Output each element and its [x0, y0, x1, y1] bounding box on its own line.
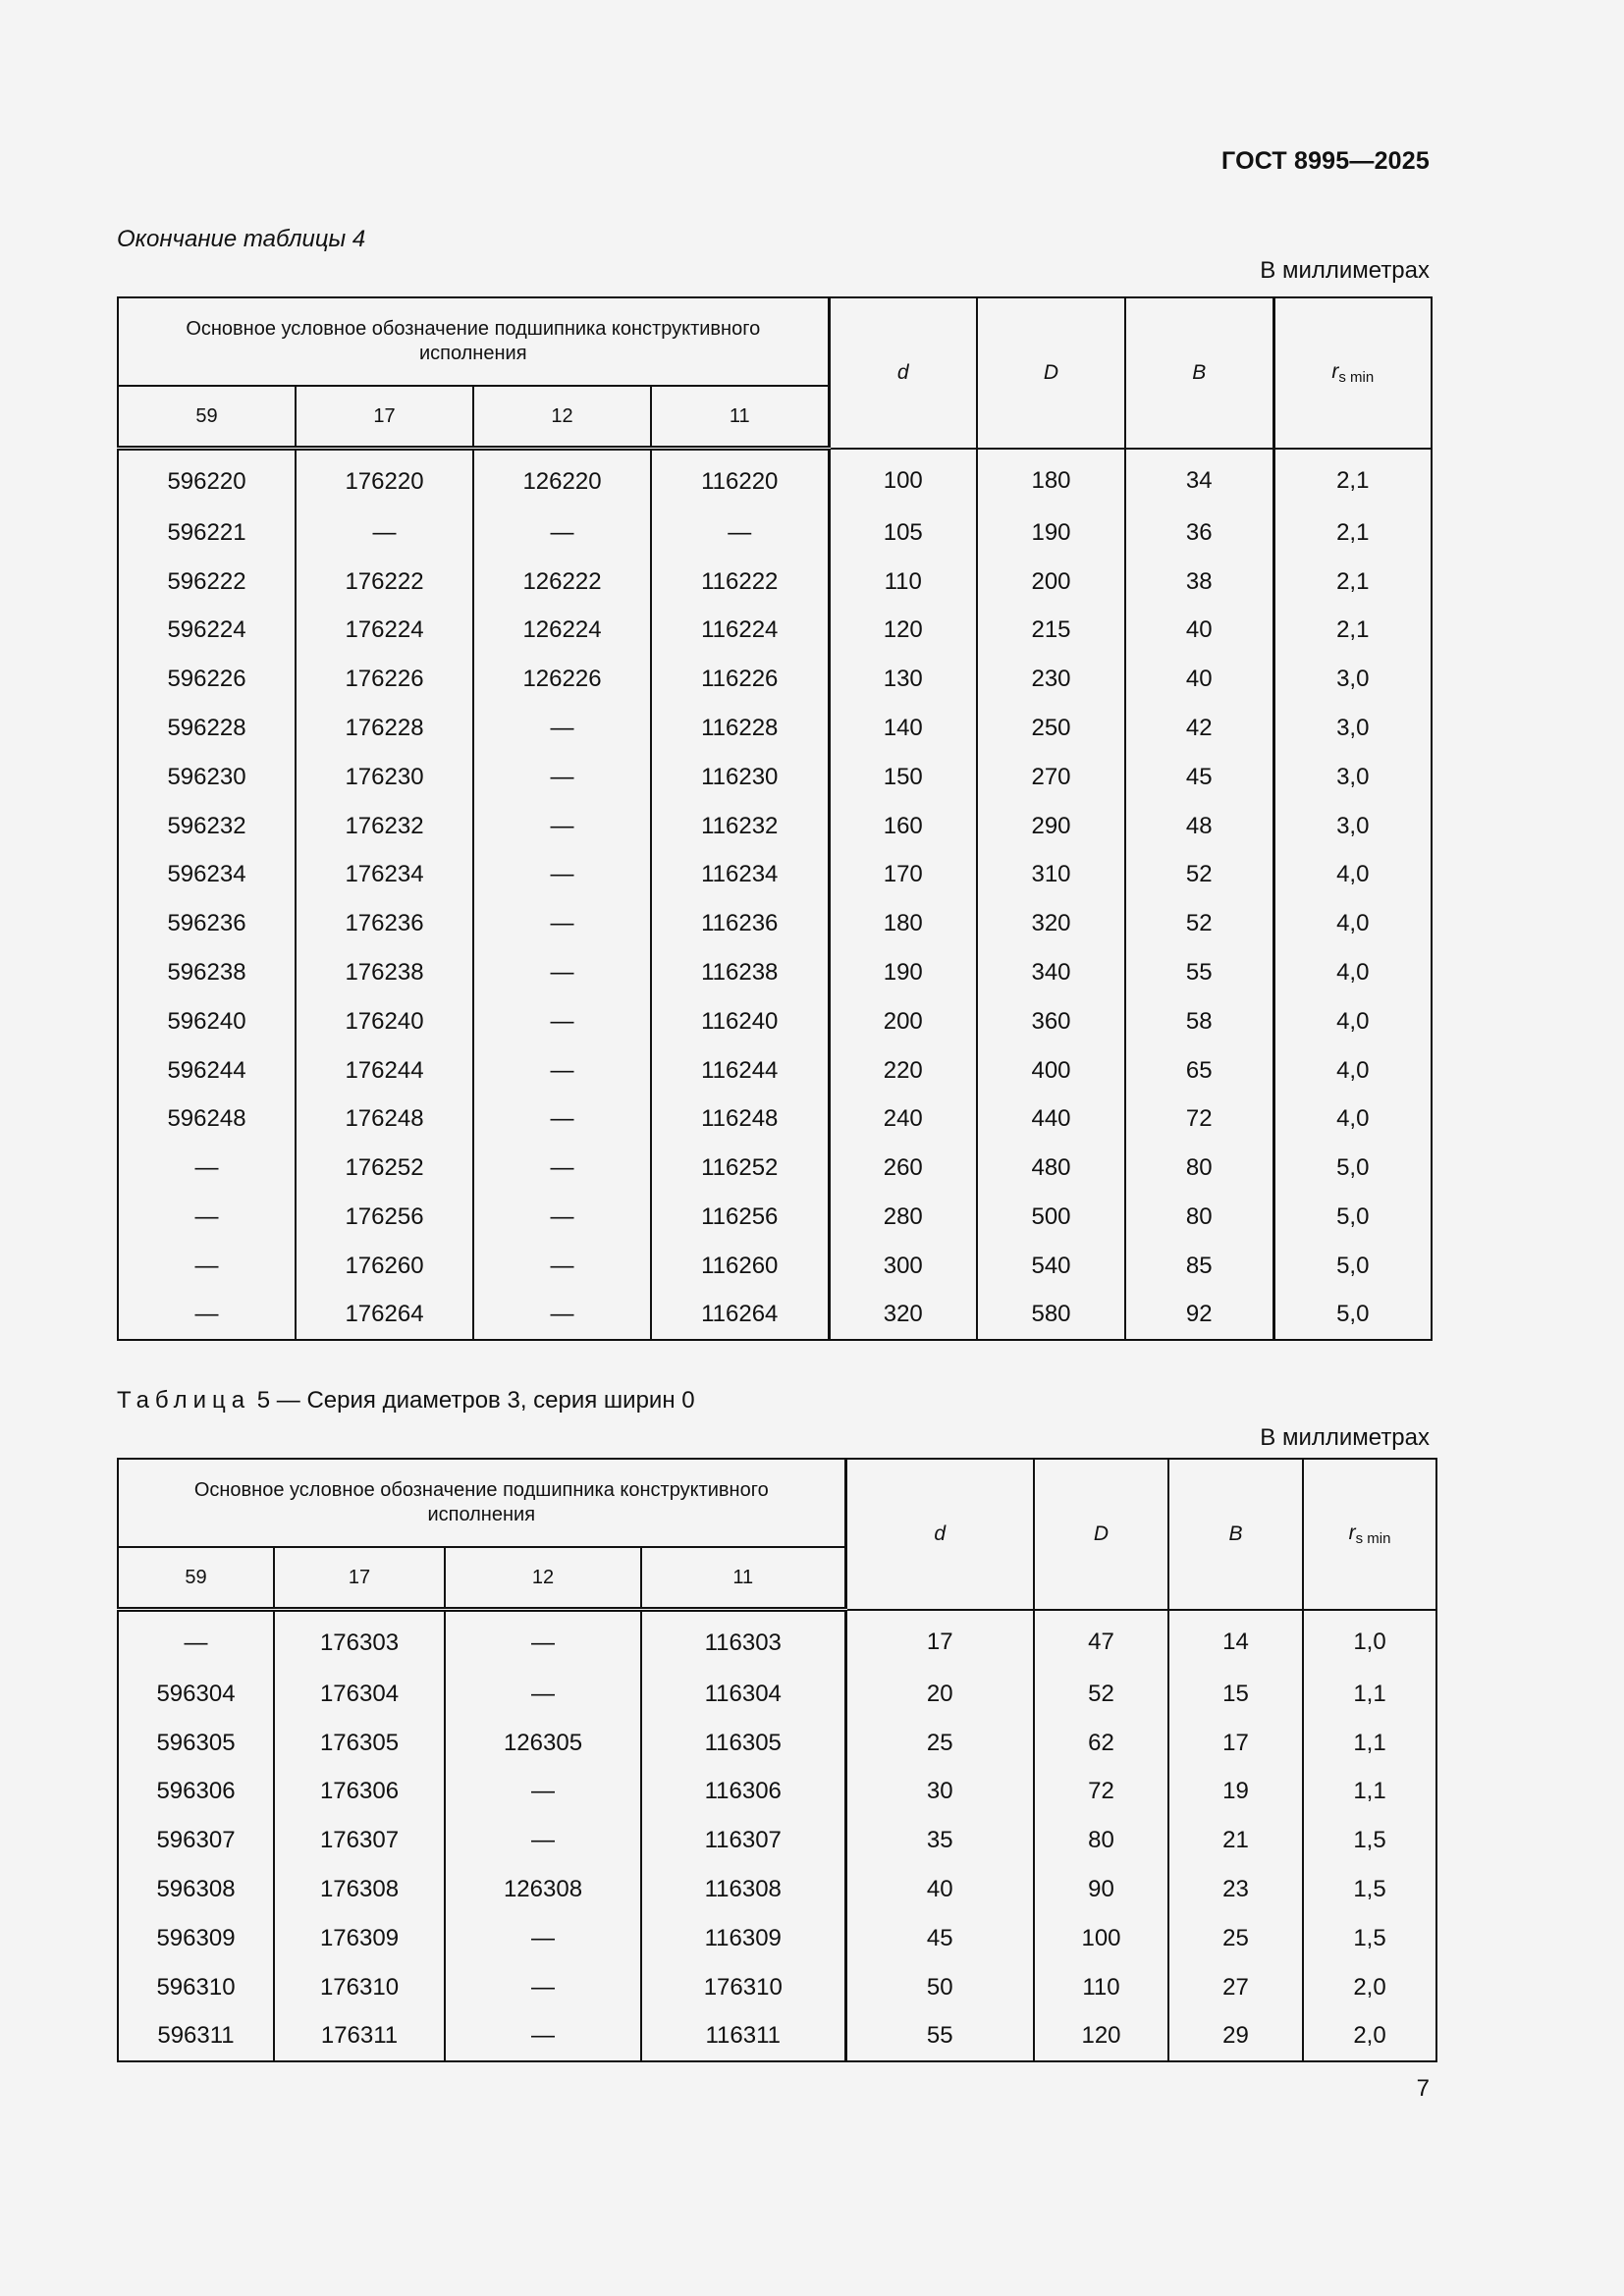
designation-11-cell: 116238 [651, 948, 829, 997]
table-row [118, 607, 1432, 656]
designation-11-cell: 116309 [641, 1914, 845, 1963]
designation-59-cell: 596220 [118, 449, 296, 509]
designation-59-cell: 596248 [118, 1095, 296, 1145]
table-row [118, 753, 1432, 802]
designation-17-cell: 176222 [296, 558, 473, 607]
designation-59-cell: 596308 [118, 1865, 274, 1914]
designation-12-cell: — [473, 1291, 651, 1340]
d-value-cell: 170 [829, 851, 977, 900]
B-value-cell: 65 [1125, 1046, 1273, 1095]
col-header-B: B [1125, 297, 1273, 449]
table-row [118, 948, 1432, 997]
r-s-min-value-cell: 5,0 [1273, 1193, 1432, 1242]
D-value-cell: 110 [1034, 1963, 1168, 2012]
table5-caption [117, 1387, 695, 1415]
r-s-min-value-cell: 1,1 [1303, 1768, 1436, 1817]
designation-12-cell: — [473, 508, 651, 558]
d-value-cell: 160 [829, 802, 977, 851]
r-s-min-value-cell: 4,0 [1273, 899, 1432, 948]
designation-12-cell: — [445, 1816, 641, 1865]
designation-17-cell: 176240 [296, 997, 473, 1046]
table-row [118, 449, 1432, 509]
designation-12-cell: — [445, 1963, 641, 2012]
D-value-cell: 200 [977, 558, 1125, 607]
col-header-B: B [1168, 1459, 1303, 1610]
D-value-cell: 310 [977, 851, 1125, 900]
B-value-cell: 38 [1125, 558, 1273, 607]
r-s-min-value-cell: 4,0 [1273, 851, 1432, 900]
group-header: Основное условное обозначение подшипника конструктивного исполнения [118, 1459, 845, 1547]
designation-17-cell: 176232 [296, 802, 473, 851]
designation-59-cell: 596244 [118, 1046, 296, 1095]
table-row [118, 2012, 1436, 2062]
table5-body [118, 1610, 1436, 2062]
designation-12-cell: — [473, 704, 651, 753]
sub-header-59: 59 [118, 1547, 274, 1610]
D-value-cell: 90 [1034, 1865, 1168, 1914]
designation-17-cell: 176309 [274, 1914, 445, 1963]
designation-59-cell: 596305 [118, 1719, 274, 1768]
B-value-cell: 72 [1125, 1095, 1273, 1145]
designation-59-cell: 596224 [118, 607, 296, 656]
r-s-min-value-cell: 4,0 [1273, 948, 1432, 997]
col-header-r-s-min [1303, 1459, 1436, 1610]
D-value-cell: 400 [977, 1046, 1125, 1095]
table-row [118, 1719, 1436, 1768]
table-row [118, 1768, 1436, 1817]
D-value-cell: 480 [977, 1144, 1125, 1193]
B-value-cell: 29 [1168, 2012, 1303, 2062]
r-s-min-value-cell: 5,0 [1273, 1242, 1432, 1291]
r-s-min-value-cell: 4,0 [1273, 1046, 1432, 1095]
designation-12-cell: — [445, 1768, 641, 1817]
designation-12-cell: 126224 [473, 607, 651, 656]
designation-59-cell: 596311 [118, 2012, 274, 2062]
d-value-cell: 300 [829, 1242, 977, 1291]
designation-12-cell: — [473, 899, 651, 948]
r-s-min-value-cell: 3,0 [1273, 753, 1432, 802]
table4-continuation-caption: Окончание таблицы 4 [117, 226, 366, 252]
d-value-cell: 17 [845, 1610, 1034, 1671]
designation-17-cell: 176308 [274, 1865, 445, 1914]
table-row [118, 802, 1432, 851]
B-value-cell: 80 [1125, 1193, 1273, 1242]
table-row [118, 1095, 1432, 1145]
designation-17-cell: 176220 [296, 449, 473, 509]
designation-12-cell: — [445, 2012, 641, 2062]
r-subscript: s min [1338, 368, 1375, 386]
r-s-min-value-cell: 2,1 [1273, 508, 1432, 558]
d-value-cell: 240 [829, 1095, 977, 1145]
table-row [118, 997, 1432, 1046]
D-value-cell: 500 [977, 1193, 1125, 1242]
designation-59-cell: 596238 [118, 948, 296, 997]
designation-17-cell: 176248 [296, 1095, 473, 1145]
designation-12-cell: — [473, 1193, 651, 1242]
B-value-cell: 19 [1168, 1768, 1303, 1817]
D-value-cell: 270 [977, 753, 1125, 802]
r-s-min-value-cell: 2,1 [1273, 607, 1432, 656]
B-value-cell: 58 [1125, 997, 1273, 1046]
D-value-cell: 80 [1034, 1816, 1168, 1865]
designation-59-cell: — [118, 1242, 296, 1291]
sub-header-12: 12 [473, 386, 651, 449]
sub-header-17: 17 [296, 386, 473, 449]
designation-59-cell: 596307 [118, 1816, 274, 1865]
D-value-cell: 180 [977, 449, 1125, 509]
designation-12-cell: — [445, 1610, 641, 1671]
designation-11-cell: 116232 [651, 802, 829, 851]
designation-17-cell: 176260 [296, 1242, 473, 1291]
D-value-cell: 360 [977, 997, 1125, 1046]
table-row [118, 1963, 1436, 2012]
r-s-min-value-cell: 1,5 [1303, 1914, 1436, 1963]
r-s-min-value-cell: 3,0 [1273, 802, 1432, 851]
designation-11-cell: 116260 [651, 1242, 829, 1291]
designation-11-cell: 116230 [651, 753, 829, 802]
table-row [118, 558, 1432, 607]
r-s-min-value-cell: 1,1 [1303, 1670, 1436, 1719]
D-value-cell: 72 [1034, 1768, 1168, 1817]
d-value-cell: 220 [829, 1046, 977, 1095]
designation-11-cell: 116252 [651, 1144, 829, 1193]
designation-12-cell: — [473, 1144, 651, 1193]
d-value-cell: 110 [829, 558, 977, 607]
d-value-cell: 120 [829, 607, 977, 656]
d-value-cell: 45 [845, 1914, 1034, 1963]
designation-11-cell: 116240 [651, 997, 829, 1046]
designation-12-cell: 126222 [473, 558, 651, 607]
table-row [118, 508, 1432, 558]
B-value-cell: 21 [1168, 1816, 1303, 1865]
D-value-cell: 120 [1034, 2012, 1168, 2062]
designation-17-cell: 176224 [296, 607, 473, 656]
D-value-cell: 440 [977, 1095, 1125, 1145]
designation-17-cell: 176303 [274, 1610, 445, 1671]
designation-17-cell: 176310 [274, 1963, 445, 2012]
designation-59-cell: — [118, 1193, 296, 1242]
designation-11-cell: 116311 [641, 2012, 845, 2062]
col-header-d: d [829, 297, 977, 449]
designation-59-cell: 596236 [118, 899, 296, 948]
designation-12-cell: — [473, 1095, 651, 1145]
designation-11-cell: 116256 [651, 1193, 829, 1242]
designation-11-cell: 116234 [651, 851, 829, 900]
designation-11-cell: 116248 [651, 1095, 829, 1145]
B-value-cell: 17 [1168, 1719, 1303, 1768]
col-header-d: d [845, 1459, 1034, 1610]
designation-17-cell: 176226 [296, 655, 473, 704]
designation-17-cell: 176236 [296, 899, 473, 948]
document-id: ГОСТ 8995—2025 [1221, 147, 1430, 175]
B-value-cell: 40 [1125, 607, 1273, 656]
col-header-D: D [1034, 1459, 1168, 1610]
B-value-cell: 36 [1125, 508, 1273, 558]
B-value-cell: 92 [1125, 1291, 1273, 1340]
designation-17-cell: 176305 [274, 1719, 445, 1768]
table-row [118, 1242, 1432, 1291]
table-row [118, 1865, 1436, 1914]
sub-header-11: 11 [651, 386, 829, 449]
d-value-cell: 320 [829, 1291, 977, 1340]
bearing-table-5 [117, 1458, 1437, 2062]
designation-59-cell: — [118, 1144, 296, 1193]
sub-header-12: 12 [445, 1547, 641, 1610]
r-s-min-value-cell: 1,5 [1303, 1865, 1436, 1914]
designation-17-cell: 176228 [296, 704, 473, 753]
designation-17-cell: — [296, 508, 473, 558]
table-row [118, 1610, 1436, 1671]
table-row [118, 899, 1432, 948]
designation-17-cell: 176311 [274, 2012, 445, 2062]
designation-17-cell: 176307 [274, 1816, 445, 1865]
designation-59-cell: 596309 [118, 1914, 274, 1963]
designation-12-cell: — [473, 997, 651, 1046]
table-row [118, 1914, 1436, 1963]
d-value-cell: 105 [829, 508, 977, 558]
designation-11-cell: 116308 [641, 1865, 845, 1914]
designation-17-cell: 176234 [296, 851, 473, 900]
designation-11-cell: 116264 [651, 1291, 829, 1340]
D-value-cell: 230 [977, 655, 1125, 704]
designation-59-cell: 596234 [118, 851, 296, 900]
r-subscript: s min [1355, 1529, 1391, 1547]
D-value-cell: 47 [1034, 1610, 1168, 1671]
B-value-cell: 40 [1125, 655, 1273, 704]
designation-11-cell: 116303 [641, 1610, 845, 1671]
B-value-cell: 25 [1168, 1914, 1303, 1963]
r-s-min-value-cell: 2,0 [1303, 2012, 1436, 2062]
designation-59-cell: 596228 [118, 704, 296, 753]
r-s-min-value-cell: 3,0 [1273, 704, 1432, 753]
designation-17-cell: 176306 [274, 1768, 445, 1817]
d-value-cell: 190 [829, 948, 977, 997]
designation-17-cell: 176264 [296, 1291, 473, 1340]
designation-59-cell: 596304 [118, 1670, 274, 1719]
designation-59-cell: 596306 [118, 1768, 274, 1817]
B-value-cell: 14 [1168, 1610, 1303, 1671]
D-value-cell: 340 [977, 948, 1125, 997]
B-value-cell: 34 [1125, 449, 1273, 509]
table-row [118, 655, 1432, 704]
designation-59-cell: 596310 [118, 1963, 274, 2012]
group-header: Основное условное обозначение подшипника конструктивного исполнения [118, 297, 829, 386]
d-value-cell: 140 [829, 704, 977, 753]
d-value-cell: 150 [829, 753, 977, 802]
designation-59-cell: — [118, 1610, 274, 1671]
designation-12-cell: 126220 [473, 449, 651, 509]
D-value-cell: 215 [977, 607, 1125, 656]
d-value-cell: 50 [845, 1963, 1034, 2012]
bearing-table-4 [117, 296, 1433, 1341]
designation-11-cell: 116222 [651, 558, 829, 607]
r-s-min-value-cell: 5,0 [1273, 1144, 1432, 1193]
designation-11-cell: 116220 [651, 449, 829, 509]
B-value-cell: 15 [1168, 1670, 1303, 1719]
B-value-cell: 23 [1168, 1865, 1303, 1914]
designation-12-cell: — [473, 802, 651, 851]
d-value-cell: 40 [845, 1865, 1034, 1914]
designation-11-cell: 116244 [651, 1046, 829, 1095]
designation-11-cell: 116304 [641, 1670, 845, 1719]
table-row [118, 851, 1432, 900]
table5-caption-label: Таблица [117, 1387, 251, 1414]
designation-12-cell: — [445, 1914, 641, 1963]
r-symbol: r [1348, 1521, 1356, 1544]
designation-17-cell: 176238 [296, 948, 473, 997]
designation-12-cell: — [473, 1242, 651, 1291]
designation-11-cell: 176310 [641, 1963, 845, 2012]
B-value-cell: 85 [1125, 1242, 1273, 1291]
sub-header-11: 11 [641, 1547, 845, 1610]
d-value-cell: 260 [829, 1144, 977, 1193]
page-number: 7 [1416, 2075, 1430, 2102]
designation-59-cell: 596221 [118, 508, 296, 558]
B-value-cell: 48 [1125, 802, 1273, 851]
designation-12-cell: — [445, 1670, 641, 1719]
designation-11-cell: 116226 [651, 655, 829, 704]
B-value-cell: 45 [1125, 753, 1273, 802]
r-s-min-value-cell: 2,1 [1273, 449, 1432, 509]
designation-11-cell: 116305 [641, 1719, 845, 1768]
designation-59-cell: 596232 [118, 802, 296, 851]
designation-11-cell: — [651, 508, 829, 558]
designation-11-cell: 116306 [641, 1768, 845, 1817]
d-value-cell: 100 [829, 449, 977, 509]
designation-11-cell: 116307 [641, 1816, 845, 1865]
D-value-cell: 580 [977, 1291, 1125, 1340]
col-header-r-s-min [1273, 297, 1432, 449]
table-row [118, 1046, 1432, 1095]
D-value-cell: 190 [977, 508, 1125, 558]
B-value-cell: 80 [1125, 1144, 1273, 1193]
r-s-min-value-cell: 1,1 [1303, 1719, 1436, 1768]
B-value-cell: 52 [1125, 851, 1273, 900]
designation-12-cell: — [473, 1046, 651, 1095]
B-value-cell: 27 [1168, 1963, 1303, 2012]
B-value-cell: 42 [1125, 704, 1273, 753]
designation-17-cell: 176230 [296, 753, 473, 802]
designation-17-cell: 176256 [296, 1193, 473, 1242]
designation-11-cell: 116228 [651, 704, 829, 753]
designation-11-cell: 116236 [651, 899, 829, 948]
table4-body [118, 449, 1432, 1340]
d-value-cell: 25 [845, 1719, 1034, 1768]
D-value-cell: 250 [977, 704, 1125, 753]
r-s-min-value-cell: 4,0 [1273, 1095, 1432, 1145]
table5-units-note: В миллиметрах [1260, 1424, 1430, 1451]
d-value-cell: 130 [829, 655, 977, 704]
B-value-cell: 55 [1125, 948, 1273, 997]
r-s-min-value-cell: 5,0 [1273, 1291, 1432, 1340]
D-value-cell: 320 [977, 899, 1125, 948]
designation-12-cell: — [473, 753, 651, 802]
table-row [118, 704, 1432, 753]
designation-12-cell: 126305 [445, 1719, 641, 1768]
designation-11-cell: 116224 [651, 607, 829, 656]
designation-59-cell: 596222 [118, 558, 296, 607]
designation-12-cell: — [473, 851, 651, 900]
r-s-min-value-cell: 4,0 [1273, 997, 1432, 1046]
table-row [118, 1816, 1436, 1865]
d-value-cell: 20 [845, 1670, 1034, 1719]
r-s-min-value-cell: 3,0 [1273, 655, 1432, 704]
d-value-cell: 180 [829, 899, 977, 948]
D-value-cell: 540 [977, 1242, 1125, 1291]
d-value-cell: 280 [829, 1193, 977, 1242]
designation-12-cell: 126308 [445, 1865, 641, 1914]
designation-12-cell: 126226 [473, 655, 651, 704]
sub-header-59: 59 [118, 386, 296, 449]
designation-17-cell: 176244 [296, 1046, 473, 1095]
designation-59-cell: — [118, 1291, 296, 1340]
table5-caption-text: 5 — Серия диаметров 3, серия ширин 0 [256, 1387, 695, 1414]
D-value-cell: 290 [977, 802, 1125, 851]
table-row [118, 1670, 1436, 1719]
designation-17-cell: 176304 [274, 1670, 445, 1719]
r-s-min-value-cell: 1,0 [1303, 1610, 1436, 1671]
table-row [118, 1144, 1432, 1193]
r-s-min-value-cell: 1,5 [1303, 1816, 1436, 1865]
col-header-D: D [977, 297, 1125, 449]
designation-59-cell: 596240 [118, 997, 296, 1046]
d-value-cell: 30 [845, 1768, 1034, 1817]
table-row [118, 1291, 1432, 1340]
designation-59-cell: 596230 [118, 753, 296, 802]
D-value-cell: 100 [1034, 1914, 1168, 1963]
d-value-cell: 200 [829, 997, 977, 1046]
d-value-cell: 55 [845, 2012, 1034, 2062]
sub-header-17: 17 [274, 1547, 445, 1610]
r-s-min-value-cell: 2,1 [1273, 558, 1432, 607]
B-value-cell: 52 [1125, 899, 1273, 948]
table-row [118, 1193, 1432, 1242]
designation-17-cell: 176252 [296, 1144, 473, 1193]
D-value-cell: 52 [1034, 1670, 1168, 1719]
r-s-min-value-cell: 2,0 [1303, 1963, 1436, 2012]
designation-59-cell: 596226 [118, 655, 296, 704]
r-symbol: r [1331, 359, 1339, 383]
designation-12-cell: — [473, 948, 651, 997]
table4-units-note: В миллиметрах [1260, 257, 1430, 284]
d-value-cell: 35 [845, 1816, 1034, 1865]
D-value-cell: 62 [1034, 1719, 1168, 1768]
